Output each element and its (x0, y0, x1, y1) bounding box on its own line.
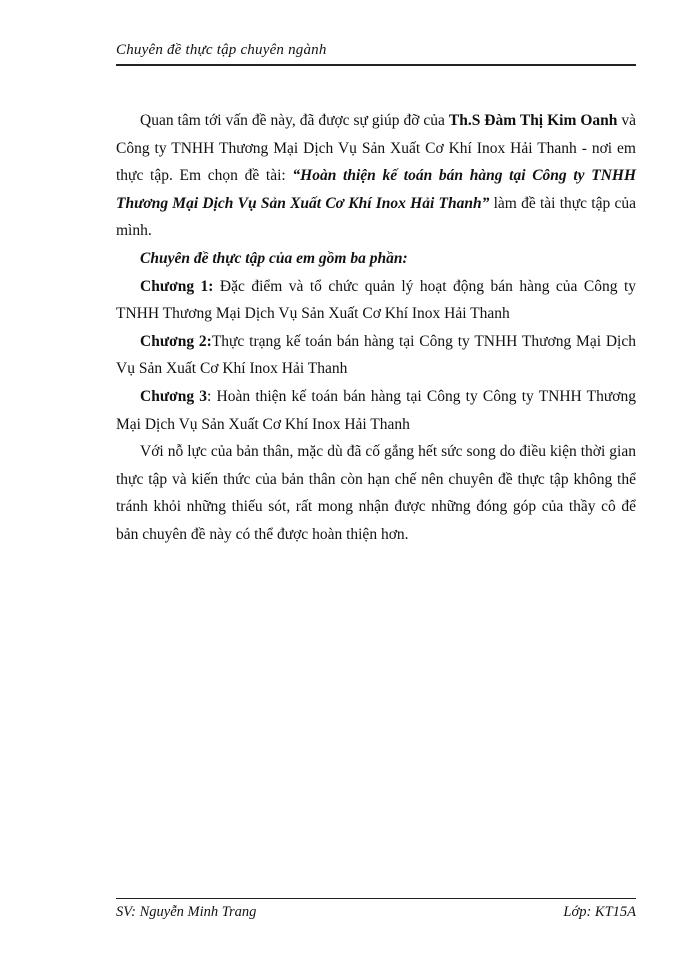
intro-text-1: Quan tâm tới vấn đề này, đã được sự giúp đỡ của (140, 112, 449, 129)
advisor-name: Th.S Đàm Thị Kim Oanh (448, 112, 618, 129)
page-header (116, 38, 636, 66)
chapter-3-paragraph (116, 383, 636, 438)
chapter-2-label: Chương 2: (140, 332, 212, 350)
intro-text-3: làm đề tài thực tập của mình. (116, 194, 636, 240)
document-body (116, 107, 636, 549)
chapter-1-paragraph (116, 273, 636, 328)
chapter-3-text: : Hoàn thiện kế toán bán hàng tại Công ty Công ty TNHH Thương Mại Dịch Vụ Sản Xuất Cơ Khí Inox Hải Thanh (116, 387, 636, 433)
footer-student: SV: Nguyễn Minh Trang (116, 904, 257, 920)
chapter-2-paragraph (116, 328, 636, 383)
footer-class: Lớp: KT15A (563, 904, 636, 920)
chapter-1-label: Chương 1: (140, 277, 214, 295)
chapter-1-text: Đặc điểm và tổ chức quản lý hoạt động bán hàng của Công ty TNHH Thương Mại Dịch Vụ Sản Xuất Cơ Khí Inox Hải Thanh (116, 277, 637, 323)
intro-text-2: và Công ty TNHH Thương Mại Dịch Vụ Sản Xuất Cơ Khí Inox Hải Thanh - nơi em thực tập. Em chọn đề tài: (116, 112, 636, 185)
thesis-topic: “Hoàn thiện kế toán bán hàng tại Công ty TNHH Thương Mại Dịch Vụ Sản Xuất Cơ Khí Inox Hải Thanh” (116, 167, 637, 212)
structure-heading: Chuyên đề thực tập của em gồm ba phần: (140, 249, 408, 267)
header-title: Chuyên đề thực tập chuyên ngành (116, 42, 327, 58)
closing-paragraph: Với nỗ lực của bản thân, mặc dù đã cố gắng hết sức song do điều kiện thời gian thực tập và kiến thức của bản thân còn hạn chế nên chuyên đề thực tập không thể tránh khỏi những thiếu sót, rất mong nhận được những đóng góp của thầy cô để bản chuyên đề này có thể được hoàn thiện hơn. (116, 443, 636, 543)
chapter-2-text: Thực trạng kế toán bán hàng tại Công ty TNHH Thương Mại Dịch Vụ Sản Xuất Cơ Khí Inox Hải Thanh (116, 332, 636, 378)
intro-paragraph (116, 107, 636, 245)
chapter-3-label: Chương 3 (140, 387, 208, 405)
page-footer (116, 898, 636, 923)
